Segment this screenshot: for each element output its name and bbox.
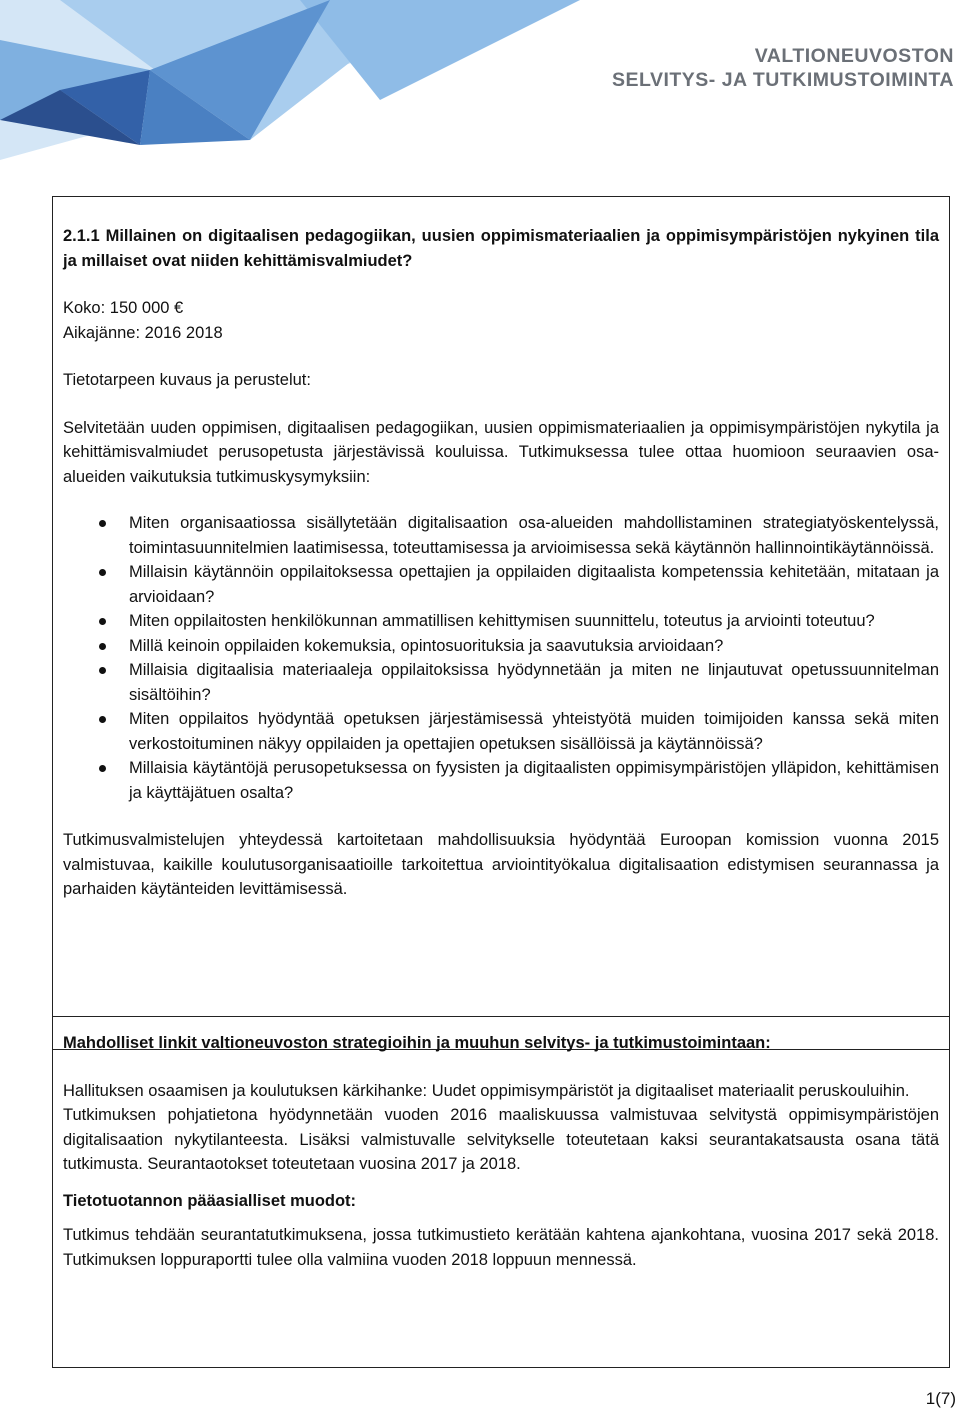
project-title: 2.1.1 Millainen on digitaalisen pedagogiikan, uusien oppimismateriaalien ja oppimisympäristöjen nykyinen tila ja millaiset ovat niiden kehittämisvalmiudet? xyxy=(63,227,939,270)
list-item: Miten oppilaitosten henkilökunnan ammatillisen kehittymisen suunnittelu, toteutus ja arviointi toteutuu? xyxy=(63,609,939,634)
euro-icon: € xyxy=(174,299,184,317)
research-questions-list xyxy=(63,511,939,805)
brand-line-2: SELVITYS- JA TUTKIMUSTOIMINTA xyxy=(611,69,954,91)
forms-heading: Tietotuotannon pääasialliset muodot: xyxy=(63,1191,357,1210)
project-size-text: Koko: 150 000 xyxy=(63,299,170,317)
links-box xyxy=(52,1016,950,1368)
page-number: 1(7) xyxy=(925,1389,956,1408)
description-heading: Tietotarpeen kuvaus ja perustelut: xyxy=(63,371,311,389)
links-heading: Mahdolliset linkit valtioneuvoston strategioihin ja muuhun selvitys- ja tutkimustoimintaan: xyxy=(63,1034,771,1052)
project-box xyxy=(52,196,950,1050)
brand-logo-text xyxy=(612,44,954,92)
header-banner-graphic xyxy=(0,0,600,160)
list-item: Miten oppilaitos hyödyntää opetuksen järjestämisessä yhteistyötä muiden toimijoiden kanssa sekä miten verkostoituminen näkyy oppilaiden ja opettajien opetuksen sisällöissä ja käytännöissä? xyxy=(63,707,939,756)
links-paragraph-2: Tutkimuksen pohjatietona hyödynnetään vuoden 2016 maaliskuussa valmistuvaa selvitystä oppimisympäristöjen digitalisaation nykytilanteesta. Lisäksi valmistuvalle selvitykselle toteutetaan kaksi seurantakatsausta osana tätä tutkimusta. Seurantaotokset toteutetaan vuosina 2017 ja 2018. xyxy=(63,1106,939,1173)
project-period: Aikajänne: 2016 2018 xyxy=(63,323,223,342)
list-item: Millaisia käytäntöjä perusopetuksessa on fyysisten ja digitaalisten oppimisympäristöjen ylläpidon, kehittämisen ja käyttäjätuen osalta? xyxy=(63,756,939,805)
links-paragraph-1: Hallituksen osaamisen ja koulutuksen kärkihanke: Uudet oppimisympäristöt ja digitaaliset materiaalit peruskouluihin. xyxy=(63,1081,910,1100)
list-item: Millaisin käytännöin oppilaitoksessa opettajien ja oppilaiden digitaalista kompetenssia kehitetään, mitataan ja arvioidaan? xyxy=(63,560,939,609)
banner-triangle-light-2 xyxy=(300,0,580,100)
description-paragraph-2: Tutkimusvalmistelujen yhteydessä kartoitetaan mahdollisuuksia hyödyntää Euroopan komission vuonna 2015 valmistuvaa, kaikille koulutusorganisaatioille tarkoitettua arviointityökalua digitalisaation edistymisen seurannassa ja parhaiden käytänteiden levittämisessä. xyxy=(63,831,939,898)
list-item: Millä keinoin oppilaiden kokemuksia, opintosuorituksia ja saavutuksia arvioidaan? xyxy=(63,634,939,659)
list-item: Millaisia digitaalisia materiaaleja oppilaitoksissa hyödynnetään ja miten ne linjautuvat opetussuunnitelman sisältöihin? xyxy=(63,658,939,707)
list-item: Miten organisaatiossa sisällytetään digitalisaation osa-alueiden mahdollistaminen strategiatyöskentelyssä, toimintasuunnitelmien laatimisessa, toteuttamisessa ja arvioimisessa sekä käytännön hallinnointikäytännöissä. xyxy=(63,511,939,560)
brand-line-1: VALTIONEUVOSTON xyxy=(754,45,954,67)
forms-paragraph: Tutkimus tehdään seurantatutkimuksena, jossa tutkimustieto kerätään kahtena ajankohtana, vuosina 2017 sekä 2018. Tutkimuksen loppuraportti tulee olla valmiina vuoden 2018 loppuun mennessä. xyxy=(63,1226,939,1269)
description-paragraph-1: Selvitetään uuden oppimisen, digitaalisen pedagogiikan, uusien oppimismateriaalien ja oppimisympäristöjen nykytila ja kehittämisvalmiudet perusopetusta järjestävissä kouluissa. Tutkimuksessa tulee ottaa huomioon seuraavien osa-alueiden vaikutuksia tutkimuskysymyksiin: xyxy=(63,418,939,486)
project-size xyxy=(63,296,939,321)
